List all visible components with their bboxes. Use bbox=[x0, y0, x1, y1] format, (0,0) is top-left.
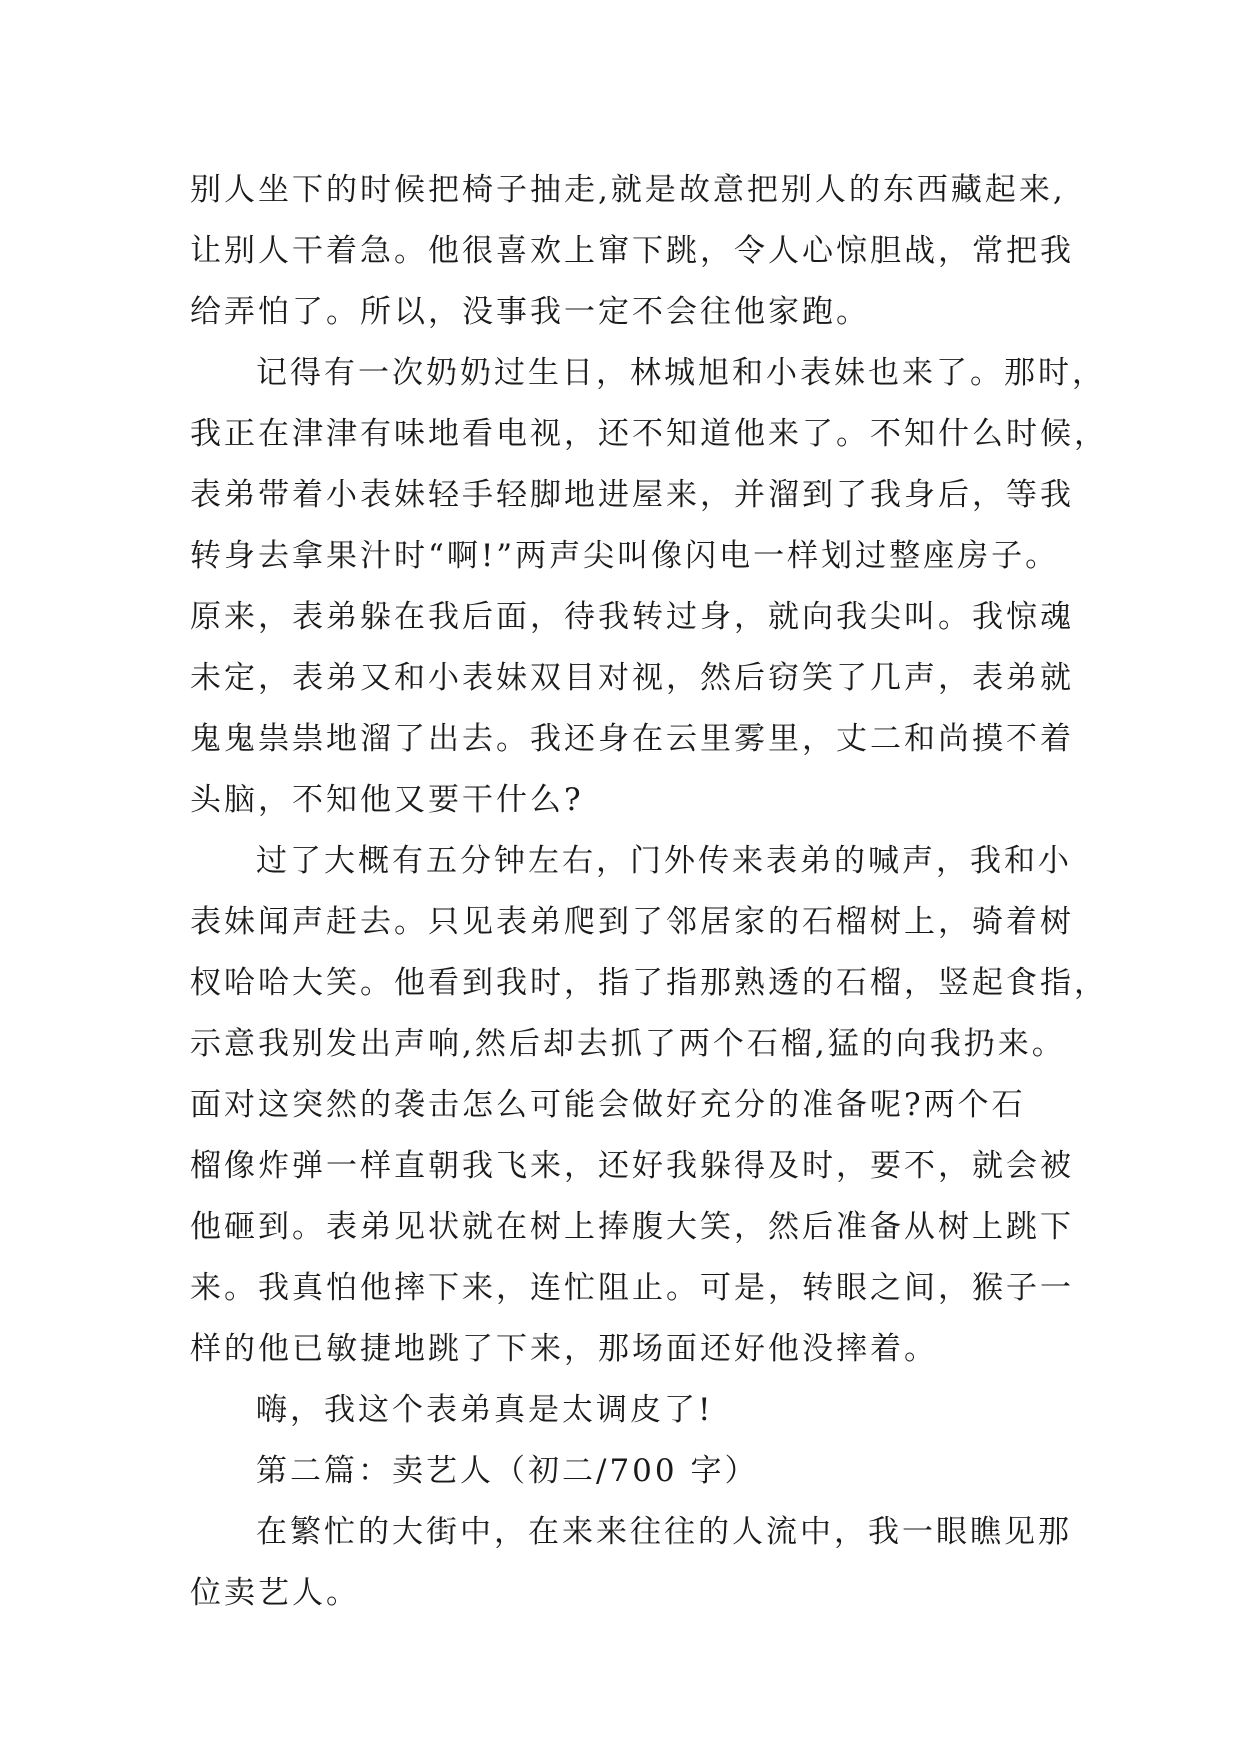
text-line: 过了大概有五分钟左右，门外传来表弟的喊声，我和小 bbox=[256, 843, 1072, 879]
text-line: 榴像炸弹一样直朝我飞来，还好我躲得及时，要不，就会被 bbox=[190, 1148, 1074, 1184]
text-line: 原来，表弟躲在我后面，待我转过身，就向我尖叫。我惊魂 bbox=[190, 599, 1074, 635]
text-line: 在繁忙的大街中，在来来往往的人流中，我一眼瞧见那 bbox=[256, 1514, 1072, 1550]
text-line: 记得有一次奶奶过生日，林城旭和小表妹也来了。那时， bbox=[256, 355, 1106, 391]
text-line: 转身去拿果汁时“啊!”两声尖叫像闪电一样划过整座房子。 bbox=[190, 538, 1060, 574]
text-line: 面对这突然的袭击怎么可能会做好充分的准备呢?两个石 bbox=[190, 1087, 1026, 1123]
text-line: 让别人干着急。他很喜欢上窜下跳，令人心惊胆战，常把我 bbox=[190, 233, 1074, 269]
text-line: 鬼鬼祟祟地溜了出去。我还身在云里雾里，丈二和尚摸不着 bbox=[190, 721, 1074, 757]
text-line: 给弄怕了。所以，没事我一定不会往他家跑。 bbox=[190, 294, 870, 330]
text-line: 杈哈哈大笑。他看到我时，指了指那熟透的石榴，竖起食指， bbox=[190, 965, 1108, 1001]
text-line: 表妹闻声赶去。只见表弟爬到了邻居家的石榴树上，骑着树 bbox=[190, 904, 1074, 940]
text-line: 样的他已敏捷地跳了下来，那场面还好他没摔着。 bbox=[190, 1331, 938, 1367]
text-line: 嗨，我这个表弟真是太调皮了! bbox=[256, 1392, 714, 1428]
text-line: 他砸到。表弟见状就在树上捧腹大笑，然后准备从树上跳下 bbox=[190, 1209, 1074, 1245]
essay-text bbox=[190, 160, 1108, 1624]
text-line: 位卖艺人。 bbox=[190, 1575, 360, 1611]
text-line: 未定，表弟又和小表妹双目对视，然后窃笑了几声，表弟就 bbox=[190, 660, 1074, 696]
text-line: 示意我别发出声响,然后却去抓了两个石榴,猛的向我扔来。 bbox=[190, 1026, 1066, 1062]
text-line: 我正在津津有味地看电视，还不知道他来了。不知什么时候， bbox=[190, 416, 1108, 452]
text-line: 头脑，不知他又要干什么? bbox=[190, 782, 584, 818]
text-line: 来。我真怕他摔下来，连忙阻止。可是，转眼之间，猴子一 bbox=[190, 1270, 1074, 1306]
text-line: 表弟带着小表妹轻手轻脚地进屋来，并溜到了我身后，等我 bbox=[190, 477, 1074, 513]
text-line: 别人坐下的时候把椅子抽走,就是故意把别人的东西藏起来, bbox=[190, 172, 1066, 208]
text-line: 第二篇：卖艺人（初二/700 字） bbox=[256, 1453, 759, 1489]
